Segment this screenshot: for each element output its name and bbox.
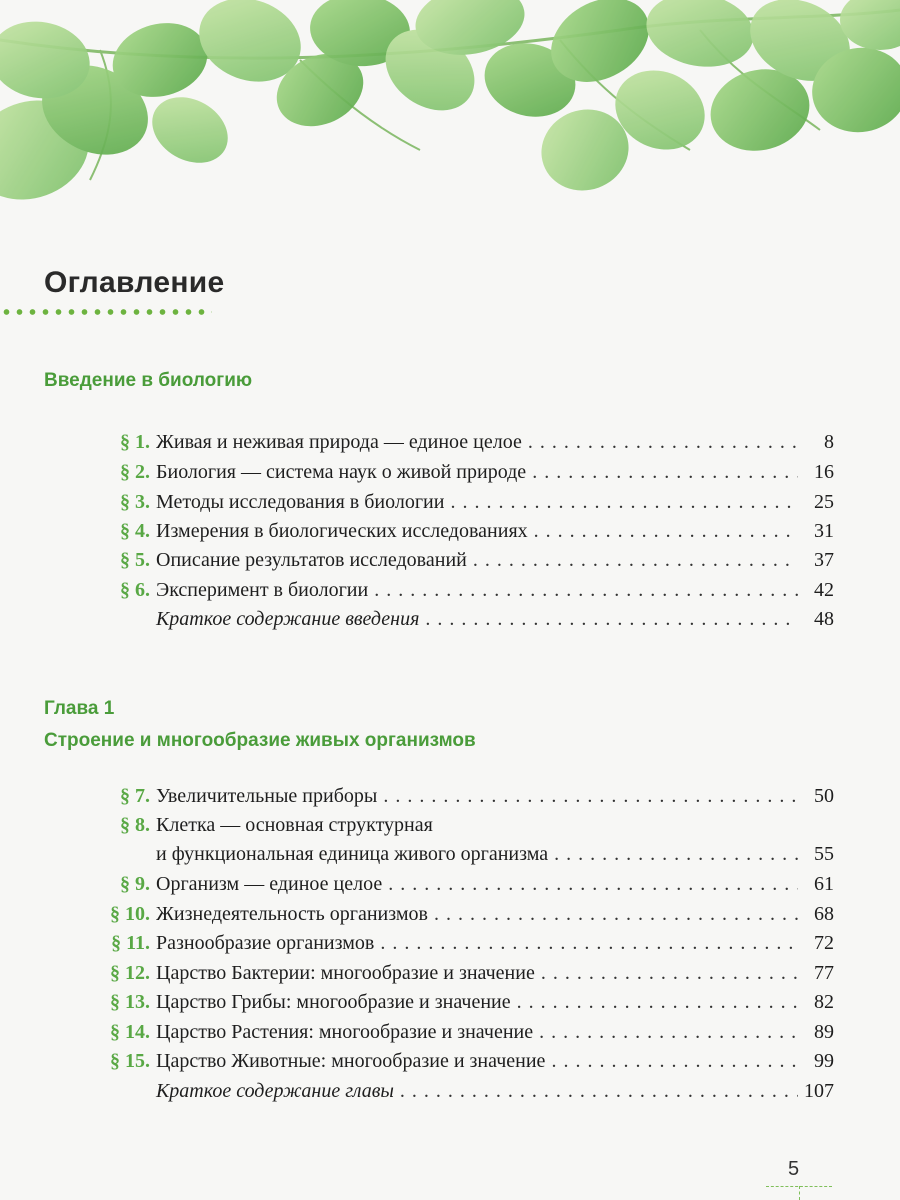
- dot-leader: [425, 605, 798, 633]
- page-number-rule-vertical: [799, 1186, 800, 1200]
- entry-title: Царство Животные: многообразие и значение: [156, 1050, 546, 1072]
- entry-title: Организм — единое целое: [156, 873, 383, 895]
- dot-leader: [541, 959, 798, 987]
- dot-leader: [551, 1047, 798, 1075]
- section-heading-chapter1: Строение и многообразие живых организмов: [44, 730, 476, 751]
- toc-title: Оглавление: [44, 266, 225, 299]
- entry-number: § 11.: [111, 932, 150, 954]
- entry-number: § 7.: [120, 785, 150, 807]
- dot-leader: [554, 840, 798, 868]
- entry-title: Краткое содержание введения: [156, 608, 420, 630]
- entry-title: Жизнедеятельность организмов: [156, 903, 428, 925]
- dot-leader: [534, 517, 798, 545]
- entry-number: § 4.: [120, 520, 150, 542]
- entry-page: 37: [814, 549, 834, 571]
- entry-page: 48: [814, 608, 834, 630]
- entry-page: 89: [814, 1021, 834, 1043]
- toc-entry-continuation[interactable]: [0, 840, 834, 868]
- entry-number: § 15.: [110, 1050, 150, 1072]
- entry-title: Царство Грибы: многообразие и значение: [156, 991, 511, 1013]
- entry-page: 55: [814, 843, 834, 865]
- entry-title: Описание результатов исследований: [156, 549, 467, 571]
- entry-title: Методы исследования в биологии: [156, 491, 445, 513]
- entry-title: Краткое содержание главы: [156, 1080, 394, 1102]
- dot-leader: [528, 428, 798, 456]
- entry-page: 31: [814, 520, 834, 542]
- toc-entry[interactable]: [0, 900, 834, 928]
- entry-number: § 13.: [110, 991, 150, 1013]
- entry-title: Увеличительные приборы: [156, 785, 378, 807]
- leaves-illustration: [0, 0, 900, 210]
- toc-entry[interactable]: [0, 1018, 834, 1046]
- entry-page: 50: [814, 785, 834, 807]
- dot-leader: [434, 900, 798, 928]
- entry-title: Живая и неживая природа — единое целое: [156, 431, 522, 453]
- toc-entry[interactable]: [0, 428, 834, 456]
- entry-page: 107: [804, 1080, 834, 1102]
- chapter-label: Глава 1: [44, 698, 115, 719]
- entry-page: 99: [814, 1050, 834, 1072]
- toc-entry[interactable]: [0, 458, 834, 486]
- dot-leader: [374, 576, 798, 604]
- entry-page: 61: [814, 873, 834, 895]
- entry-title: Эксперимент в биологии: [156, 579, 369, 601]
- toc-entry[interactable]: [0, 517, 834, 545]
- entry-number: § 8.: [120, 814, 150, 836]
- toc-entry[interactable]: [0, 576, 834, 604]
- dot-leader: [517, 988, 798, 1016]
- toc-entry[interactable]: [0, 959, 834, 987]
- entry-title: Измерения в биологических исследованиях: [156, 520, 528, 542]
- toc-entry[interactable]: [0, 870, 834, 898]
- entry-number: § 12.: [110, 962, 150, 984]
- dot-leader: [450, 488, 798, 516]
- dotted-divider: [0, 308, 212, 316]
- entry-number: § 10.: [110, 903, 150, 925]
- entry-number: § 2.: [120, 461, 150, 483]
- entry-title: Клетка — основная структурная: [156, 814, 433, 836]
- entry-page: 82: [814, 991, 834, 1013]
- entry-title: Разнообразие организмов: [156, 932, 375, 954]
- entry-title: Биология — система наук о живой природе: [156, 461, 527, 483]
- entry-page: 68: [814, 903, 834, 925]
- toc-entry-summary[interactable]: [0, 605, 834, 633]
- toc-entry[interactable]: [0, 811, 834, 839]
- dot-leader: [532, 458, 798, 486]
- entry-number: § 3.: [120, 491, 150, 513]
- entry-title: и функциональная единица живого организма: [156, 843, 549, 865]
- toc-entry[interactable]: [0, 988, 834, 1016]
- page-number: 5: [788, 1158, 800, 1180]
- entry-number: § 6.: [120, 579, 150, 601]
- dot-leader: [380, 929, 798, 957]
- toc-entry[interactable]: [0, 546, 834, 574]
- entry-page: 16: [814, 461, 834, 483]
- toc-entry[interactable]: [0, 929, 834, 957]
- entry-page: 8: [824, 431, 834, 453]
- toc-entry[interactable]: [0, 782, 834, 810]
- dot-leader: [388, 870, 798, 898]
- entry-title: Царство Бактерии: многообразие и значение: [156, 962, 535, 984]
- dot-leader: [400, 1077, 798, 1105]
- entry-number: § 1.: [120, 431, 150, 453]
- dot-leader: [383, 782, 798, 810]
- dot-leader: [473, 546, 798, 574]
- entry-page: 77: [814, 962, 834, 984]
- entry-page: 25: [814, 491, 834, 513]
- entry-title: Царство Растения: многообразие и значение: [156, 1021, 534, 1043]
- toc-entry-summary[interactable]: [0, 1077, 834, 1105]
- entry-number: § 5.: [120, 549, 150, 571]
- entry-number: § 14.: [110, 1021, 150, 1043]
- entry-page: 72: [814, 932, 834, 954]
- entry-page: 42: [814, 579, 834, 601]
- dot-leader: [539, 1018, 798, 1046]
- toc-entry[interactable]: [0, 1047, 834, 1075]
- toc-entry[interactable]: [0, 488, 834, 516]
- section-heading-intro: Введение в биологию: [44, 370, 253, 391]
- entry-number: § 9.: [120, 873, 150, 895]
